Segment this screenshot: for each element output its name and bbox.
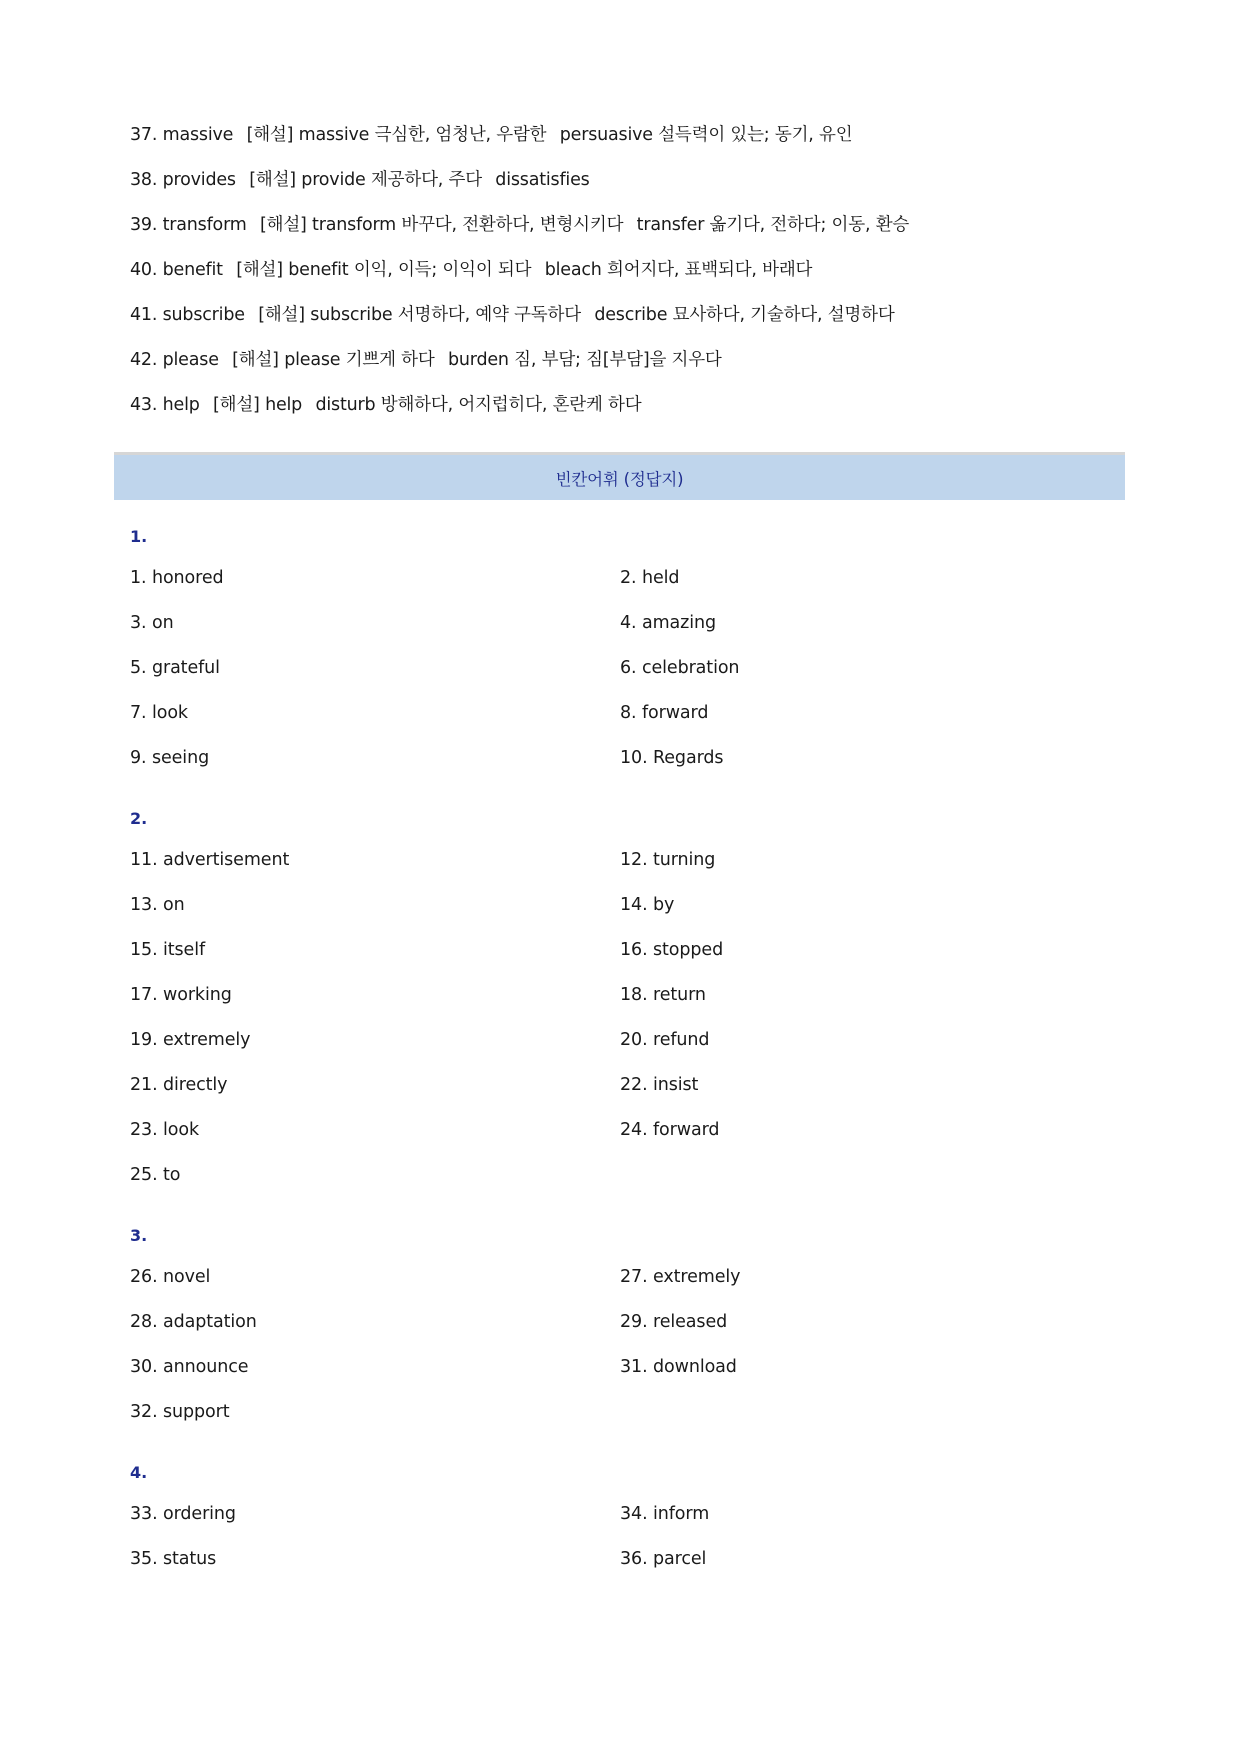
answer-row bbox=[130, 1070, 1130, 1115]
answer-item: 31. download bbox=[620, 1357, 737, 1377]
answer-item: 30. announce bbox=[130, 1357, 249, 1377]
answer-section bbox=[130, 1221, 1130, 1442]
explanation-tag: [해설] bbox=[213, 395, 260, 415]
item-answer: benefit bbox=[162, 260, 223, 280]
answer-row bbox=[130, 1397, 1130, 1442]
answer-row bbox=[130, 1115, 1130, 1160]
answer-item: 22. insist bbox=[620, 1075, 699, 1095]
answer-item: 35. status bbox=[130, 1549, 217, 1569]
answer-item: 5. grateful bbox=[130, 658, 220, 678]
answer-item: 27. extremely bbox=[620, 1267, 741, 1287]
answer-item: 29. released bbox=[620, 1312, 728, 1332]
explanation-list bbox=[130, 120, 1130, 435]
explanation-detail: help bbox=[265, 395, 303, 415]
explanation-item bbox=[130, 210, 1130, 255]
answer-row bbox=[130, 1307, 1130, 1352]
item-answer: subscribe bbox=[162, 305, 245, 325]
explanation-item bbox=[130, 255, 1130, 300]
answer-item: 23. look bbox=[130, 1120, 200, 1140]
answer-row bbox=[130, 698, 1130, 743]
answer-item: 17. working bbox=[130, 985, 232, 1005]
answer-row bbox=[130, 1262, 1130, 1307]
answer-section bbox=[130, 1458, 1130, 1589]
item-answer: please bbox=[162, 350, 219, 370]
item-number: 40. bbox=[130, 260, 158, 280]
explanation-item bbox=[130, 345, 1130, 390]
answer-item: 33. ordering bbox=[130, 1504, 236, 1524]
answer-item: 4. amazing bbox=[620, 613, 717, 633]
answer-item: 26. novel bbox=[130, 1267, 211, 1287]
answer-row bbox=[130, 653, 1130, 698]
answer-item: 9. seeing bbox=[130, 748, 210, 768]
answer-item: 16. stopped bbox=[620, 940, 724, 960]
answer-key bbox=[130, 522, 1130, 1605]
answer-row bbox=[130, 935, 1130, 980]
item-answer: massive bbox=[162, 125, 234, 145]
answer-key-banner bbox=[114, 452, 1125, 500]
item-number: 41. bbox=[130, 305, 158, 325]
explanation-detail: massive 극심한, 엄청난, 우람한 bbox=[298, 125, 547, 145]
answer-item: 20. refund bbox=[620, 1030, 710, 1050]
answer-item: 24. forward bbox=[620, 1120, 720, 1140]
explanation-detail: subscribe 서명하다, 예약 구독하다 bbox=[310, 305, 581, 325]
answer-item: 28. adaptation bbox=[130, 1312, 257, 1332]
answer-row bbox=[130, 890, 1130, 935]
answer-section bbox=[130, 804, 1130, 1205]
answer-row bbox=[130, 1160, 1130, 1205]
explanation-item bbox=[130, 120, 1130, 165]
answer-item: 2. held bbox=[620, 568, 680, 588]
answer-row bbox=[130, 845, 1130, 890]
section-heading: 2. bbox=[130, 809, 148, 828]
answer-section bbox=[130, 522, 1130, 788]
explanation-alternative: describe 묘사하다, 기술하다, 설명하다 bbox=[594, 305, 895, 325]
answer-item: 14. by bbox=[620, 895, 675, 915]
answer-item: 6. celebration bbox=[620, 658, 740, 678]
item-number: 38. bbox=[130, 170, 158, 190]
answer-row bbox=[130, 563, 1130, 608]
explanation-alternative: persuasive 설득력이 있는; 동기, 유인 bbox=[559, 125, 853, 145]
answer-item: 21. directly bbox=[130, 1075, 228, 1095]
explanation-tag: [해설] bbox=[258, 305, 305, 325]
explanation-detail: please 기쁘게 하다 bbox=[284, 350, 435, 370]
answer-item: 13. on bbox=[130, 895, 185, 915]
answer-row bbox=[130, 980, 1130, 1025]
item-answer: transform bbox=[162, 215, 247, 235]
answer-item: 34. inform bbox=[620, 1504, 710, 1524]
answer-item: 19. extremely bbox=[130, 1030, 251, 1050]
answer-item: 11. advertisement bbox=[130, 850, 290, 870]
answer-row bbox=[130, 743, 1130, 788]
answer-item: 32. support bbox=[130, 1402, 230, 1422]
answer-item: 10. Regards bbox=[620, 748, 724, 768]
answer-row bbox=[130, 1499, 1130, 1544]
item-answer: provides bbox=[162, 170, 236, 190]
answer-row bbox=[130, 1025, 1130, 1070]
explanation-alternative: dissatisfies bbox=[495, 170, 590, 190]
explanation-item bbox=[130, 390, 1130, 435]
explanation-detail: provide 제공하다, 주다 bbox=[301, 170, 482, 190]
explanation-detail: benefit 이익, 이득; 이익이 되다 bbox=[288, 260, 532, 280]
explanation-tag: [해설] bbox=[236, 260, 283, 280]
explanation-tag: [해설] bbox=[259, 215, 307, 235]
banner-title: 빈칸어휘 (정답지) bbox=[555, 469, 684, 489]
answer-item: 36. parcel bbox=[620, 1549, 707, 1569]
answer-item: 3. on bbox=[130, 613, 174, 633]
item-number: 43. bbox=[130, 395, 158, 415]
answer-item: 18. return bbox=[620, 985, 706, 1005]
explanation-alternative: transfer 옮기다, 전하다; 이동, 환승 bbox=[636, 215, 910, 235]
answer-item: 15. itself bbox=[130, 940, 206, 960]
answer-item: 8. forward bbox=[620, 703, 709, 723]
explanation-alternative: disturb 방해하다, 어지럽히다, 혼란케 하다 bbox=[315, 395, 642, 415]
explanation-item bbox=[130, 165, 1130, 210]
explanation-alternative: bleach 희어지다, 표백되다, 바래다 bbox=[544, 260, 813, 280]
section-heading: 4. bbox=[130, 1463, 148, 1482]
explanation-alternative: burden 짐, 부담; 짐[부담]을 지우다 bbox=[447, 350, 722, 370]
answer-row bbox=[130, 1352, 1130, 1397]
item-number: 42. bbox=[130, 350, 158, 370]
section-heading: 1. bbox=[130, 527, 148, 546]
item-answer: help bbox=[162, 395, 200, 415]
item-number: 39. bbox=[130, 215, 158, 235]
answer-row bbox=[130, 608, 1130, 653]
explanation-tag: [해설] bbox=[232, 350, 279, 370]
section-heading: 3. bbox=[130, 1226, 148, 1245]
answer-item: 7. look bbox=[130, 703, 188, 723]
item-number: 37. bbox=[130, 125, 158, 145]
explanation-tag: [해설] bbox=[249, 170, 296, 190]
answer-item: 1. honored bbox=[130, 568, 224, 588]
explanation-item bbox=[130, 300, 1130, 345]
answer-row bbox=[130, 1544, 1130, 1589]
explanation-tag: [해설] bbox=[246, 125, 294, 145]
answer-item: 25. to bbox=[130, 1165, 181, 1185]
explanation-detail: transform 바꾸다, 전환하다, 변형시키다 bbox=[312, 215, 624, 235]
answer-item: 12. turning bbox=[620, 850, 716, 870]
